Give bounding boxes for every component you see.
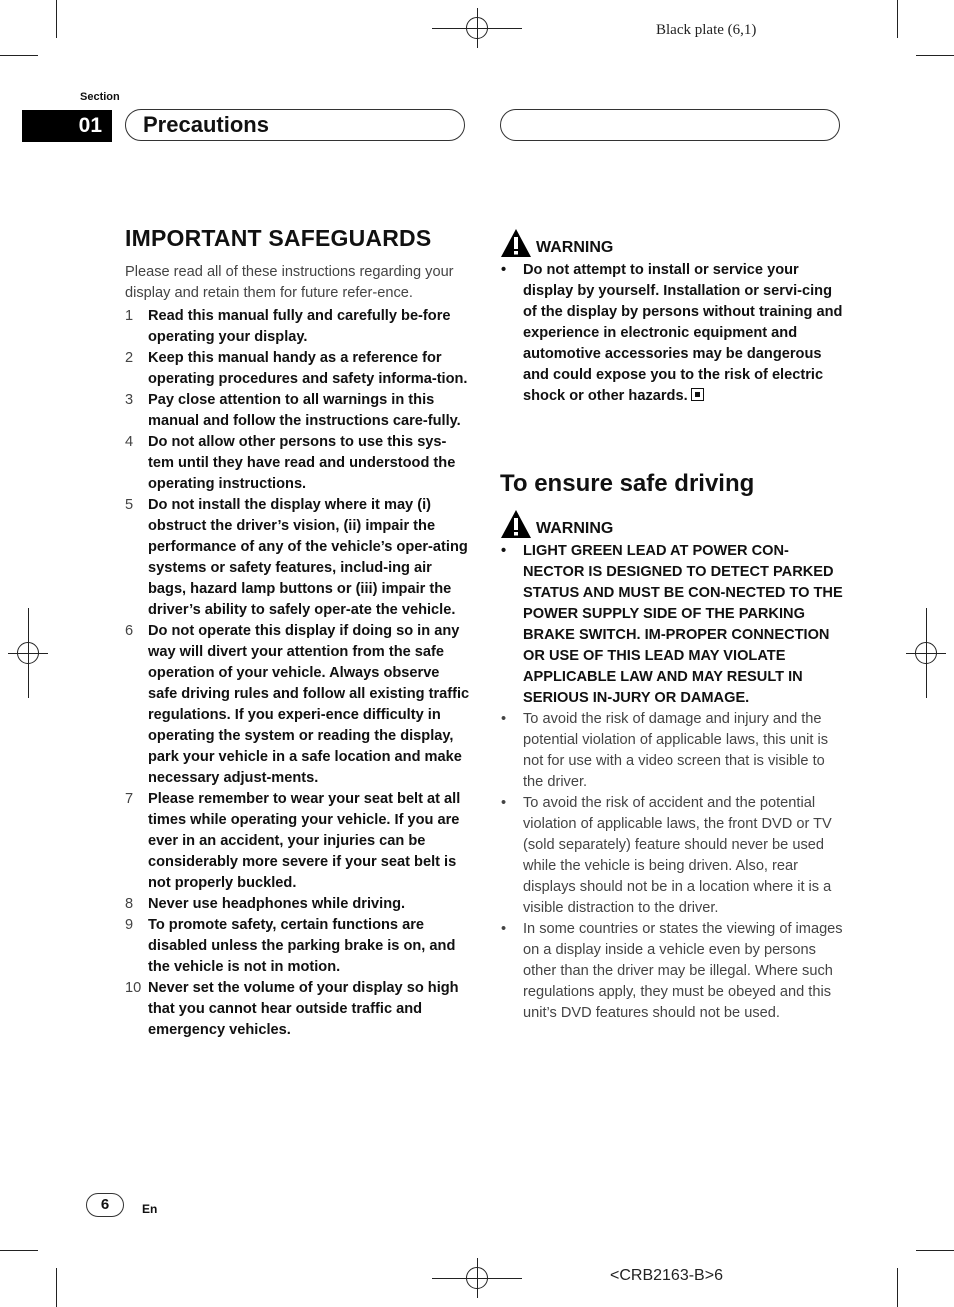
- note-text: To avoid the risk of damage and injury and the potential violation of applicable laws, this unit is not for use with a video screen that is visible to the driver.: [523, 711, 829, 790]
- warning-triangle-icon: [500, 509, 532, 539]
- list-item: [125, 348, 470, 390]
- crop-mark: [56, 0, 57, 38]
- warning-triangle-icon: [500, 228, 532, 258]
- bullet: •: [501, 711, 507, 727]
- item-text: Pay close attention to all warnings in this manual and follow the instructions care-fully.: [148, 392, 461, 429]
- list-item: [125, 432, 470, 495]
- bullet: •: [501, 543, 507, 559]
- registration-mark: [17, 642, 39, 664]
- item-number: 1: [125, 308, 134, 324]
- language-label: En: [142, 1202, 158, 1216]
- item-number: 4: [125, 434, 134, 450]
- bullet: •: [501, 921, 507, 937]
- item-text: Read this manual fully and carefully be-fore operating your display.: [148, 308, 451, 345]
- section-number: 01: [22, 110, 112, 142]
- list-item: [125, 495, 470, 621]
- item-number: 7: [125, 791, 134, 807]
- registration-mark: [466, 17, 488, 39]
- item-number: 5: [125, 497, 134, 513]
- item-text: Do not allow other persons to use this sys-tem until they have read and understood the operating instructions.: [148, 434, 456, 492]
- warning-text: Do not attempt to install or service your display by yourself. Installation or servi-cing of the display by persons without training and experience in electronic equipment and automotive accessories may be dangerous and could expose you to the risk of electric shock or other hazards.: [523, 262, 843, 404]
- safe-driving-list: [500, 541, 845, 1024]
- list-item: [125, 978, 470, 1041]
- right-column: [500, 228, 845, 1024]
- safeguards-heading: IMPORTANT SAFEGUARDS: [125, 225, 432, 251]
- crop-mark: [0, 55, 38, 56]
- section-label: Section: [80, 91, 120, 103]
- bullet: •: [501, 795, 507, 811]
- item-number: 6: [125, 623, 134, 639]
- bullet: •: [501, 262, 507, 278]
- warning-list: [500, 260, 845, 407]
- crop-mark: [916, 1250, 954, 1251]
- item-number: 10: [125, 980, 142, 996]
- warning-text: LIGHT GREEN LEAD AT POWER CON-NECTOR IS DESIGNED TO DETECT PARKED STATUS AND MUST BE CON-NECTED TO THE POWER SUPPLY SIDE OF THE PARKING BRAKE SWITCH. IM-PROPER CONNECTION OR USE OF THIS LEAD MAY VIOLATE APPLICABLE LAW AND MAY RESULT IN SERIOUS IN-JURY OR DAMAGE.: [523, 543, 843, 706]
- warning-header: [500, 509, 845, 539]
- page-number: 6: [86, 1193, 124, 1217]
- list-item: [125, 915, 470, 978]
- item-number: 2: [125, 350, 134, 366]
- end-of-section-icon: [691, 388, 704, 401]
- section-tab-empty: [500, 109, 840, 141]
- item-number: 3: [125, 392, 134, 408]
- crop-mark: [916, 55, 954, 56]
- list-item: [500, 793, 845, 919]
- warning-label: WARNING: [536, 520, 614, 537]
- left-column: [125, 224, 470, 1041]
- registration-mark: [915, 642, 937, 664]
- item-text: Please remember to wear your seat belt at all times while operating your vehicle. If you are ever in an accident, your injuries can be considerably more severe if your seat belt is not properly buckled.: [148, 791, 461, 891]
- document-code: <CRB2163-B>6: [610, 1267, 723, 1284]
- item-text: Keep this manual handy as a reference for operating procedures and safety informa-tion.: [148, 350, 468, 387]
- item-text: Do not install the display where it may (i) obstruct the driver’s vision, (ii) impair the performance of any of the vehicle’s oper-ating systems or safety features, includ-ing air bags, hazard lamp buttons or (iii) impair the driver’s ability to safely oper-ate the vehicle.: [148, 497, 468, 618]
- list-item: [125, 789, 470, 894]
- section-title: Precautions: [125, 109, 465, 141]
- list-item: [500, 260, 845, 407]
- item-text: Never use headphones while driving.: [148, 896, 406, 912]
- safe-driving-heading: To ensure safe driving: [500, 470, 755, 497]
- item-text: Do not operate this display if doing so in any way will divert your attention from the safe operation of your vehicle. Always observe safe driving rules and follow all existing traffic regulations. If you experi-ence difficulty in operating the system or reading the display, park your vehicle in a safe location and make necessary adjust-ments.: [148, 623, 470, 786]
- list-item: [500, 709, 845, 793]
- note-text: To avoid the risk of accident and the potential violation of applicable laws, the front DVD or TV (sold separately) feature should never be used while the vehicle is being driven. Also, rear displays should not be in a location where it is a visible distraction to the driver.: [523, 795, 832, 916]
- warning-header: [500, 228, 845, 258]
- plate-label: Black plate (6,1): [656, 22, 757, 38]
- item-text: To promote safety, certain functions are disabled unless the parking brake is on, and the vehicle is not in motion.: [148, 917, 456, 975]
- crop-mark: [56, 1268, 57, 1307]
- note-text: In some countries or states the viewing of images on a display inside a vehicle even by persons other than the driver may be illegal. Where such regulations apply, they must be obeyed and this unit’s DVD features should not be used.: [523, 921, 843, 1021]
- item-text: Never set the volume of your display so high that you cannot hear outside traffic and emergency vehicles.: [148, 980, 459, 1038]
- crop-mark: [897, 0, 898, 38]
- list-item: [500, 919, 845, 1024]
- crop-mark: [897, 1268, 898, 1307]
- list-item: [125, 894, 470, 915]
- list-item: [125, 390, 470, 432]
- safeguards-list: [125, 306, 470, 1041]
- safeguards-intro: Please read all of these instructions regarding your display and retain them for future refer-ence.: [125, 264, 454, 301]
- warning-label: WARNING: [536, 239, 614, 256]
- registration-mark: [466, 1267, 488, 1289]
- list-item: [500, 541, 845, 709]
- item-number: 9: [125, 917, 134, 933]
- crop-mark: [0, 1250, 38, 1251]
- item-number: 8: [125, 896, 134, 912]
- list-item: [125, 621, 470, 789]
- list-item: [125, 306, 470, 348]
